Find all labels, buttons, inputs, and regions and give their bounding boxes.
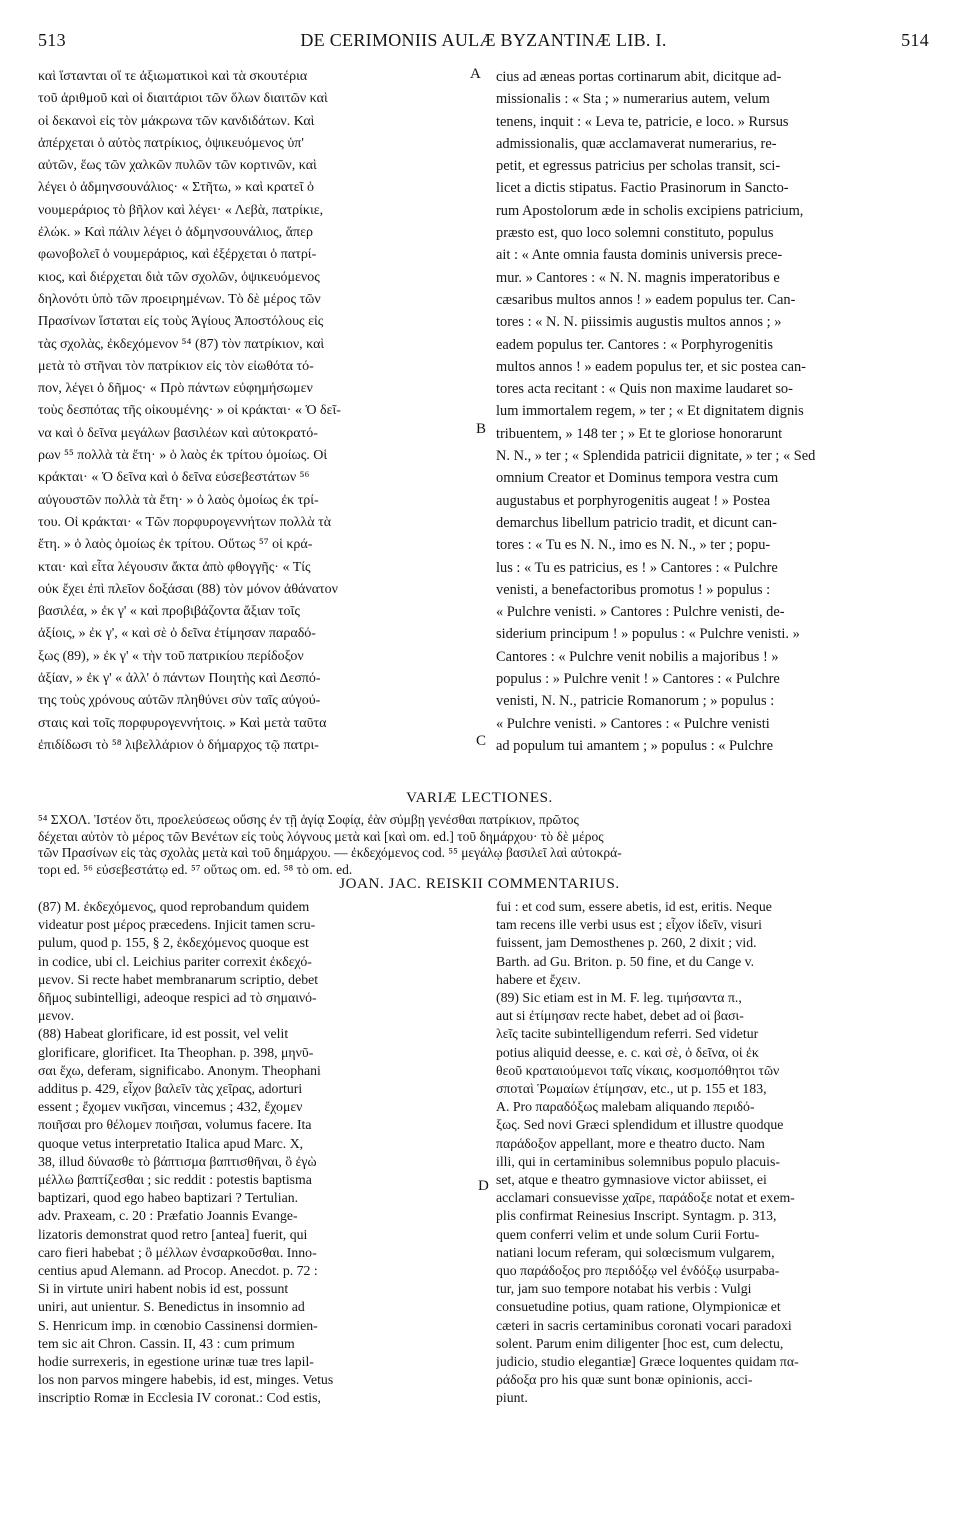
commentary-line: caro fieri habebat ; ὃ μέλλων ἐνσαρκοῦσθαι. Inno- [38, 1244, 317, 1260]
greek-text-line: να καὶ ὁ δεῖνα μεγάλων βασιλέων καὶ αὐτοκρατό- [38, 425, 318, 441]
commentary-line: θεοῦ κραταιούμενοι ταῖς νίκαις, κοσμοπόθητοι τῶν [496, 1062, 780, 1078]
commentary-line: δῆμος subintelligi, adeoque respici ad τὸ σημαινό- [38, 990, 317, 1006]
latin-text-line: venisti, N. N., patricie Romanorum ; » populus : [496, 693, 775, 710]
latin-text-line: « Pulchre venisti. » Cantores : Pulchre venisti, de- [496, 604, 785, 621]
latin-text-line: ad populum tui amantem ; » populus : « Pulchre [496, 737, 773, 754]
commentary-line: los non parvos mingere habebis, id est, minges. Vetus [38, 1372, 334, 1388]
commentary-line: quo παράδοξος pro περιδόξῳ vel ἐνδόξῳ usurpaba- [496, 1263, 780, 1279]
commentary-line: essent ; ἔχομεν νικῆσαι, vincemus ; 432, ἔχομεν [38, 1099, 303, 1115]
commentary-line: acclamari consuevisse χαῖρε, παράδοξε notat et exem- [496, 1190, 795, 1206]
commentary-line: tem sic ait Chron. Cassin. II, 43 : cum primum [38, 1335, 295, 1351]
greek-text-line: νουμεράριος τὸ βῆλον καὶ λέγει· « Λεβὰ, πατρίκιε, [38, 202, 324, 218]
commentary-line: ράδοξα pro his quæ sunt bonæ opinionis, acci- [496, 1372, 753, 1388]
commentary-line: cæteri in sacris certaminibus coronati vocari paradoxi [496, 1317, 792, 1333]
greek-text-line: δηλονότι ὑπὸ τῶν προειρημένων. Τὸ δὲ μέρος τῶν [38, 291, 321, 307]
latin-text-line: eadem populus ter. Cantores : « Porphyrogenitis [496, 336, 773, 353]
greek-text-line: τοὺς δεσπότας τῆς οἰκουμένης· » οἱ κράκται· « Ὁ δεῖ- [38, 403, 341, 419]
latin-text-line: cæsaribus multos annos ! » eadem populus ter. Can- [496, 291, 796, 308]
commentary-line: consuetudine potius, quam ratione, Olympionicæ et [496, 1299, 781, 1315]
commentary-line: λεῖς tacite subintelligendum referri. Sed videtur [496, 1026, 759, 1042]
greek-text-line: βασιλέα, » ἐκ γ' « καὶ προβιβάζοντα ἄξιαν τοῖς [38, 604, 300, 620]
greek-text-line: ἀξίοις, » ἐκ γ', « καὶ σὲ ὁ δεῖνα ἐτίμησαν παραδό- [38, 626, 316, 642]
greek-text-line: ἀξίαν, » ἐκ γ' « ἀλλ' ὁ πάντων Ποιητὴς καὶ Δεσπό- [38, 671, 321, 687]
margin-marker-a: A [470, 66, 481, 82]
latin-text-line: missionalis : « Sta ; » numerarius autem, velum [496, 91, 770, 108]
latin-text-line: tenens, inquit : « Leva te, patricie, e loco. » Rursus [496, 113, 789, 130]
commentary-line: μενον. Si recte habet membranarum scriptio, debet [38, 971, 319, 987]
running-header [38, 30, 929, 60]
greek-text-line: Πρασίνων ἵσταται εἰς τοὺς Ἁγίους Ἀποστόλους εἰς [38, 314, 324, 330]
greek-text-line: κράκται· « Ὁ δεῖνα καὶ ὁ δεῖνα εὐσεβεστάτων ⁵⁶ [38, 470, 310, 486]
commentary-line: fuissent, jam Demosthenes p. 260, 2 dixit ; vid. [496, 935, 757, 951]
latin-text-line: tores acta recitant : « Quis non maxime laudaret so- [496, 381, 793, 398]
commentary-line: pulum, quod p. 155, § 2, ἐκδεχόμενος quoque est [38, 935, 309, 951]
variae-lectiones-notes [38, 812, 928, 878]
latin-text-line: N. N., » ter ; « Splendida patricii dignitate, » ter ; « Sed [496, 448, 816, 465]
running-title: DE CERIMONIIS AULÆ BYZANTINÆ LIB. I. [300, 30, 667, 50]
commentary-line: (88) Habeat glorificare, id est possit, vel velit [38, 1026, 289, 1042]
variae-note-line: τῶν Πρασίνων εἰς τὰς σχολὰς μετὰ καὶ τοῦ δημάρχου. — ἐκδεχόμενος cod. ⁵⁵ μεγάλῳ βασιλεῖ λαὶ αὐτοκρά- [38, 845, 622, 860]
greek-text-line: καὶ ἵστανται οἵ τε ἀξιωματικοὶ καὶ τὰ σκουτέρια [38, 69, 308, 84]
commentary-line: (89) Sic etiam est in M. F. leg. τιμήσαντα π., [496, 990, 742, 1006]
latin-text-line: populus : » Pulchre venit ! » Cantores : « Pulchre [496, 671, 780, 688]
latin-text-line: mur. » Cantores : « N. N. magnis imperatoribus e [496, 269, 780, 286]
latin-text-line: venisti, a benefactoribus promotus ! » populus : [496, 581, 771, 598]
latin-text-line: licet a dictis stipatus. Factio Prasinorum in Sancto- [496, 180, 789, 197]
latin-text-line: « Pulchre venisti. » Cantores : « Pulchre venisti [496, 715, 770, 732]
commentary-line: A. Pro παραδόξως malebam aliquando περιδό- [496, 1099, 755, 1115]
greek-text-line: κται· καὶ εἶτα λέγουσιν ἄκτα ἀπὸ φθογγῆς· « Τίς [38, 559, 311, 575]
commentary-line: S. Henricum imp. in cœnobio Cassinensi dormien- [38, 1317, 318, 1333]
latin-text-line: ait : « Ante omnia fausta dominis universis prece- [496, 247, 783, 264]
commentary-line: habere et ἔχειν. [496, 971, 581, 987]
margin-marker-c: C [476, 733, 487, 749]
commentary-line: set, atque e theatro gymnasiove victor abiisset, ei [496, 1172, 767, 1188]
variae-note-line: δέχεται αὐτὸν τὸ μέρος τῶν Βενέτων εἰς τοὺς λόγνους μετὰ καὶ [καὶ om. ed.] τοῦ δημάρχου· τὸ δὲ μέρος [38, 828, 604, 844]
commentary-line: μέλλω βαπτίζεσθαι ; sic reddit : potestis baptisma [38, 1172, 312, 1188]
greek-text-line: οὐκ ἔχει ἐπὶ πλεῖον δοξάσαι (88) τὸν μόνον ἀθάνατον [38, 581, 339, 597]
greek-text-line: οἱ δεκανοὶ εἰς τὸν μάκρωνα τῶν κανδιδάτων. Καὶ [38, 113, 315, 129]
greek-text-line: ἐπιδίδωσι τὸ ⁵⁸ λιβελλάριον ὁ δήμαρχος τῷ πατρι- [38, 737, 319, 753]
commentary-line: μενον. [38, 1008, 75, 1024]
greek-text-line: φωνοβολεῖ ὁ νουμεράριος, καὶ ἐξέρχεται ὁ πατρί- [38, 247, 317, 263]
commentary-line: fui : et cod sum, essere abetis, id est, eritis. Neque [496, 899, 772, 914]
commentary-line: solent. Parum enim diligenter [hoc est, cum delectu, [496, 1335, 784, 1351]
greek-text-line: τὰς σχολὰς, ἐκδεχόμενον ⁵⁴ (87) τὸν πατρίκιον, καὶ [38, 336, 325, 352]
commentary-line: aut si ἐτίμησαν recte habet, debet ad οἱ βασι- [496, 1008, 744, 1024]
greek-text-line: ἔτη. » ὁ λαὸς ὁμοίως ἐκ τρίτου. Οὕτως ⁵⁷ οἱ κρά- [38, 537, 313, 553]
commentary-line: potius aliquid deesse, e. c. καὶ σὲ, ὁ δεῖνα, οἱ ἐκ [496, 1044, 759, 1060]
commentary-line: lizatoris demonstrat quod retro [antea] fuerit, qui [38, 1226, 308, 1242]
latin-text-line: tribuentem, » 148 ter ; » Et te gloriose honorarunt [496, 425, 783, 442]
commentary-line: (87) M. ἐκδεχόμενος, quod reprobandum quidem [38, 899, 310, 914]
commentary-line: glorificare, glorificet. Ita Theophan. p. 398, μηνῦ- [38, 1044, 314, 1060]
commentary-line: Si in virtute uniri habent nobis id est, possunt [38, 1281, 289, 1297]
latin-text-line: tores : « Tu es N. N., imo es N. N., » ter ; popu- [496, 537, 771, 554]
greek-text-line: του. Οἱ κράκται· « Τῶν πορφυρογεννήτων πολλὰ τὰ [38, 514, 332, 530]
latin-text-line: demarchus libellum patricio tradit, et dicunt can- [496, 514, 777, 531]
commentary-line: tur, jam suo tempore notabat his verbis : Vulgi [496, 1281, 752, 1297]
greek-text-line: ἐλώκ. » Καὶ πάλιν λέγει ὁ ἀδμηνσουνάλιος, ἅπερ [38, 225, 313, 241]
page-number-right: 514 [901, 30, 929, 50]
commentary-line: Barth. ad Gu. Briton. p. 50 fine, et du Cange v. [496, 953, 755, 969]
commentary-line: hodie surrexeris, in egestione urinæ tuæ tres lapil- [38, 1354, 314, 1370]
commentary-line: videatur post μέρος præcedens. Injicit tamen scru- [38, 917, 316, 933]
latin-text-column [496, 66, 928, 757]
latin-text-line: petit, et egressus patricius per scholas transit, sci- [496, 158, 781, 175]
commentary-line: παράδοξον appellant, more e theatro ducto. Nam [496, 1135, 765, 1151]
latin-text-line: admissionalis, quæ acclamaverat numerarius, re- [496, 135, 777, 152]
latin-text-line: tores : « N. N. piissimis augustis multos annos ; » [496, 314, 782, 331]
commentary-right-column [496, 898, 928, 1408]
commentary-line: natiani locum referam, qui solœcismum vulgarem, [496, 1244, 775, 1260]
commentary-line: baptizari, quod ego habeo baptizari ? Tertulian. [38, 1190, 299, 1206]
greek-text-column [38, 66, 476, 757]
commentary-line: σαι ἔχω, deferam, significabo. Anonym. Theophani [38, 1062, 321, 1078]
commentary-line: ξως. Sed novi Græci splendidum et illustre quodque [496, 1117, 784, 1133]
commentary-line: quem conferri velim et unde solum Curii Fortu- [496, 1226, 760, 1242]
latin-text-line: omnium Creator et Dominus tempora vestra cum [496, 470, 779, 487]
greek-text-line: σταις καὶ τοῖς πορφυρογεννήτοις. » Καὶ μετὰ ταῦτα [38, 715, 327, 731]
latin-text-line: multos annos ! » eadem populus ter, et sic postea can- [496, 358, 806, 375]
margin-marker-d: D [478, 1178, 489, 1194]
latin-text-line: rum Apostolorum æde in scholis excipiens patricium, [496, 202, 804, 219]
commentary-line: σποταὶ Ῥωμαίων ἐτίμησαν, etc., ut p. 155 et 183, [496, 1081, 767, 1097]
greek-text-line: τοῦ ἀριθμοῦ καὶ οἱ διαιτάριοι τῶν ὅλων διαιτῶν καὶ [38, 91, 328, 107]
commentary-line: piunt. [496, 1390, 528, 1406]
greek-text-line: μετὰ τὸ στῆναι τὸν πατρίκιον εἰς τὸν εἰωθότα τό- [38, 358, 314, 374]
commentary-left-column [38, 898, 472, 1408]
latin-text-line: augustabus et porphyrogenitis augeat ! » Postea [496, 492, 771, 509]
commentary-line: plis confirmat Reinesius Inscript. Syntagm. p. 313, [496, 1208, 777, 1224]
greek-text-line: αὐτῶν, ἕως τῶν χαλκῶν πυλῶν τῶν κορτινῶν, καὶ [38, 158, 317, 174]
margin-marker-b: B [476, 421, 487, 437]
latin-text-line: siderium principum ! » populus : « Pulchre venisti. » [496, 626, 800, 643]
commentary-line: centius apud Alemann. ad Procop. Anecdot. p. 72 : [38, 1263, 318, 1279]
latin-text-line: præsto est, quo loco solemni constituto, populus [496, 225, 774, 242]
latin-text-line: cius ad æneas portas cortinarum abit, dicitque ad- [496, 69, 782, 85]
latin-text-line: Cantores : « Pulchre venit nobilis a majoribus ! » [496, 648, 779, 665]
greek-text-line: της τοὺς χρόνους αὐτῶν πληθύνει σὺν ταῖς αὐγού- [38, 693, 321, 709]
commentary-line: tam recens ille verbi usus est ; εἶχον ἰδεῖν, visuri [496, 917, 762, 933]
page-number-left: 513 [38, 30, 66, 50]
greek-text-line: αὐγουστῶν πολλὰ τὰ ἔτη· » ὁ λαὸς ὁμοίως ἐκ τρί- [38, 492, 319, 508]
commentary-line: quoque vetus interpretatio Italica apud Marc. X, [38, 1135, 304, 1151]
greek-text-line: πον, λέγει ὁ δῆμος· « Πρὸ πάντων εὐφημήσωμεν [38, 381, 313, 397]
latin-text-line: lum immortalem regem, » ter ; « Et dignitatem dignis [496, 403, 804, 420]
greek-text-line: κιος, καὶ διέρχεται διὰ τῶν σχολῶν, ὀψικευόμενος [38, 269, 320, 285]
commentary-title: JOAN. JAC. REISKII COMMENTARIUS. [339, 876, 620, 892]
variae-note-line: ⁵⁴ ΣΧΟΛ. Ἰστέον ὅτι, προελεύσεως οὔσης ἐν τῇ ἁγίᾳ Σοφίᾳ, ἐὰν σύμβῃ γενέσθαι πατρίκιον, πρῶτος [38, 812, 579, 827]
variae-note-line: τορι ed. ⁵⁶ εὐσεβεστάτῳ ed. ⁵⁷ οὕτως om. ed. ⁵⁸ τὸ om. ed. [38, 861, 353, 877]
commentary-line: 38, illud δύνασθε τὸ βάπτισμα βαπτισθῆναι, ὃ ἐγὼ [38, 1153, 317, 1169]
commentary-line: adv. Praxeam, c. 20 : Præfatio Joannis Evange- [38, 1208, 298, 1224]
greek-text-line: ξως (89), » ἐκ γ' « τὴν τοῦ πατρικίου περίδοξον [38, 648, 304, 664]
commentary-line: additus p. 429, εἶχον βαλεῖν τὰς χεῖρας, adorturi [38, 1081, 303, 1097]
variae-lectiones-title: VARIÆ LECTIONES. [406, 790, 553, 806]
commentary-line: judicio, studio elegantiæ] Græce loquentes quidam πα- [496, 1354, 799, 1370]
commentary-line: illi, qui in certaminibus solemnibus populo placuis- [496, 1153, 780, 1169]
commentary-line: inscriptio Romæ in Ecclesia IV coronat.: Cod estis, [38, 1390, 321, 1406]
greek-text-line: ρων ⁵⁵ πολλὰ τὰ ἔτη· » ὁ λαὸς ἐκ τρίτου ὁμοίως. Οἱ [38, 448, 328, 464]
greek-text-line: λέγει ὁ ἀδμηνσουνάλιος· « Στῆτω, » καὶ κρατεῖ ὁ [38, 180, 314, 196]
commentary-line: ποιῆσαι pro θέλομεν ποιῆσαι, volumus facere. Ita [38, 1117, 312, 1133]
commentary-line: uniri, aut unientur. S. Benedictus in insomnio ad [38, 1299, 305, 1315]
greek-text-line: ἀπέρχεται ὁ αὐτὸς πατρίκιος, ὀψικευόμενος ὑπ' [38, 135, 304, 151]
latin-text-line: lus : « Tu es patricius, es ! » Cantores : « Pulchre [496, 559, 778, 576]
commentary-line: in codice, ubi cl. Leichius pariter correxit ἐκδεχό- [38, 953, 312, 969]
